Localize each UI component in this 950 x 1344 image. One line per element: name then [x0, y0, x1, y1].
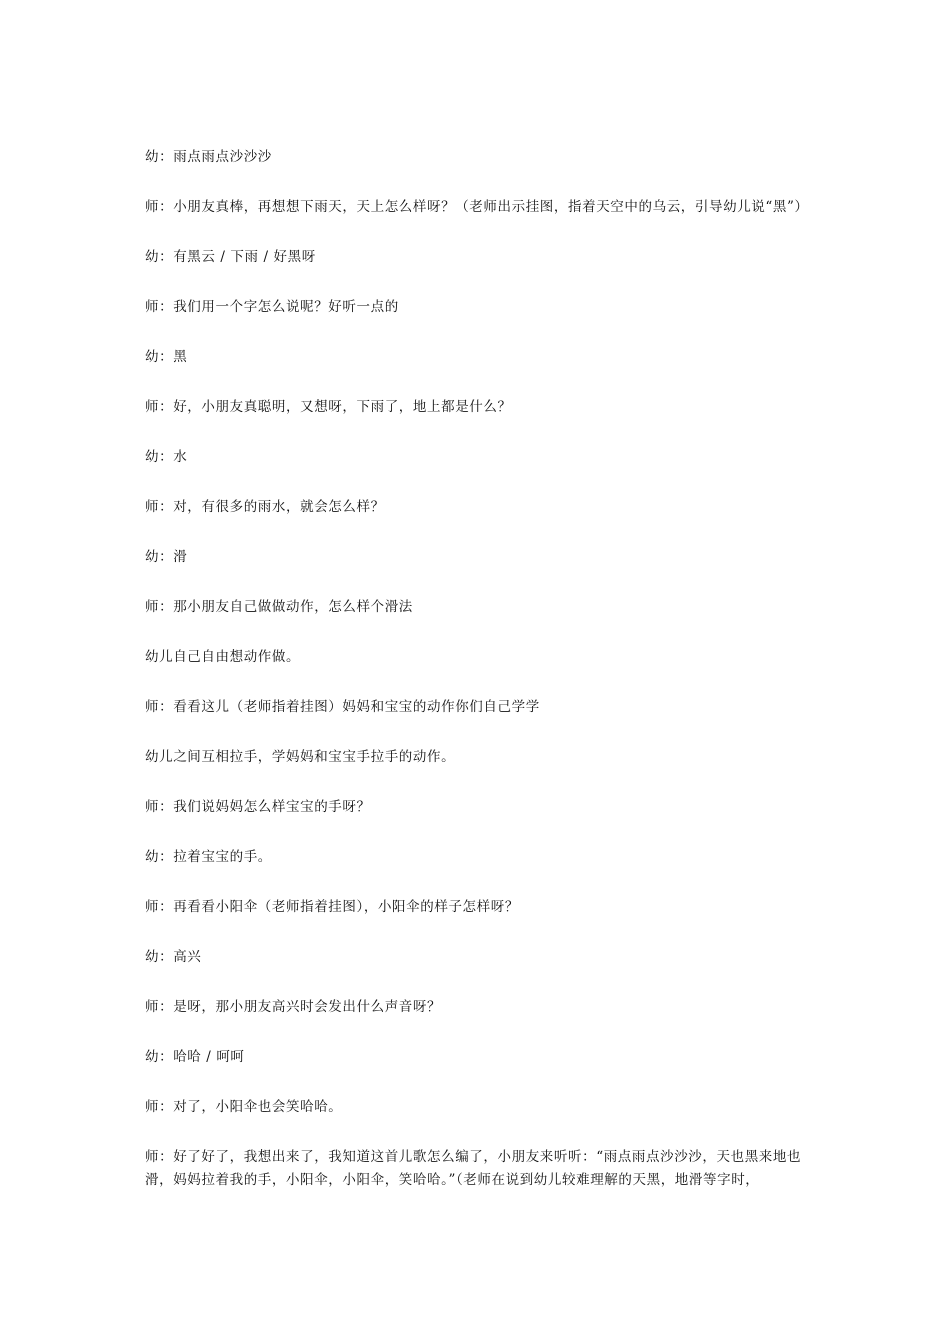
paragraph: 幼：高兴: [145, 949, 202, 965]
paragraph: 师：好，小朋友真聪明，又想呀，下雨了，地上都是什么？: [145, 399, 512, 415]
paragraph: 幼：黑: [145, 349, 188, 365]
paragraph: 师：看看这儿（老师指着挂图）妈妈和宝宝的动作你们自己学学: [145, 699, 540, 715]
paragraph: 师：对了，小阳伞也会笑哈哈。: [145, 1099, 343, 1115]
paragraph: 师：小朋友真棒，再想想下雨天，天上怎么样呀？（老师出示挂图，指着天空中的乌云，引导幼儿说“黑”）: [145, 199, 809, 215]
paragraph: 幼：拉着宝宝的手。: [145, 849, 272, 865]
paragraph: 幼：滑: [145, 549, 188, 565]
paragraph: 师：我们说妈妈怎么样宝宝的手呀？: [145, 799, 371, 815]
paragraph: 师：我们用一个字怎么说呢？好听一点的: [145, 299, 399, 315]
paragraph: 幼：雨点雨点沙沙沙: [145, 149, 272, 165]
paragraph: 师：好了好了，我想出来了，我知道这首儿歌怎么编了，小朋友来听听：“雨点雨点沙沙沙，天也黑来地也滑，妈妈拉着我的手，小阳伞，小阳伞，笑哈哈。”（老师在说到幼儿较难理解的天黑，地滑等字时，: [145, 1149, 802, 1189]
paragraph: 师：再看看小阳伞（老师指着挂图），小阳伞的样子怎样呀？: [145, 899, 519, 915]
paragraph: 幼：水: [145, 449, 188, 465]
paragraph: 师：对，有很多的雨水，就会怎么样？: [145, 499, 385, 515]
paragraph: 师：那小朋友自己做做动作，怎么样个滑法: [145, 599, 413, 615]
paragraph: 幼：有黑云 / 下雨 / 好黑呀: [145, 249, 316, 265]
paragraph: 幼儿之间互相拉手，学妈妈和宝宝手拉手的动作。: [145, 749, 456, 765]
document-body: [145, 146, 810, 1219]
paragraph: 幼儿自己自由想动作做。: [145, 649, 301, 665]
paragraph: 幼：哈哈 / 呵呵: [145, 1049, 245, 1065]
paragraph: 师：是呀，那小朋友高兴时会发出什么声音呀？: [145, 999, 442, 1015]
